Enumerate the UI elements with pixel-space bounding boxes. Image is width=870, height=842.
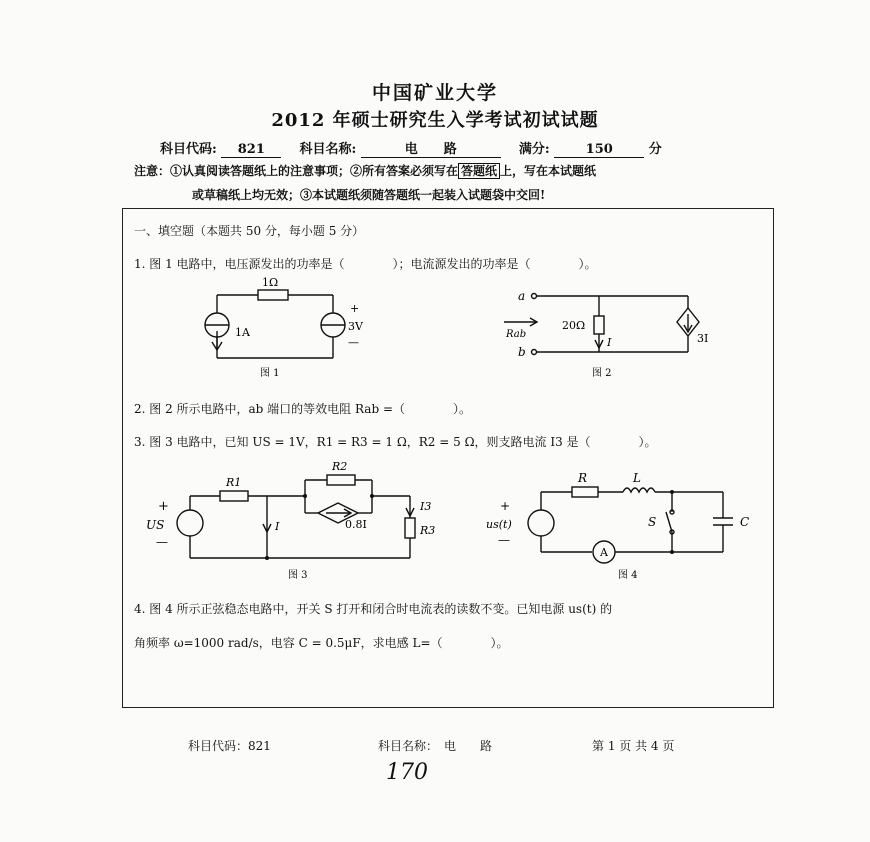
score-label: 满分:: [518, 142, 550, 157]
notice-line-2: 或草稿纸上均无效；③本试题纸须随答题纸一起装入试题袋中交回!: [192, 188, 546, 202]
fig3-r2-label: R2: [332, 460, 348, 473]
notice-text-b: 上，写在本试题纸: [500, 164, 597, 178]
fig4-r-label: R: [578, 471, 588, 485]
fig1-plus: +: [350, 302, 360, 315]
question-1: 1. 图 1 电路中，电压源发出的功率是（ ）；电流源发出的功率是（ ）。: [134, 257, 597, 271]
fig2-node-b: b: [518, 345, 526, 359]
footer-page: 第 1 页 共 4 页: [592, 739, 675, 753]
fig4-ammeter-label: A: [600, 546, 608, 559]
figure-2-circuit: [500, 284, 715, 379]
question-2: 2. 图 2 所示电路中，ab 端口的等效电阻 Rab =（ ）。: [134, 402, 472, 416]
fig4-switch-label: S: [648, 515, 657, 529]
fig4-c-label: C: [740, 515, 750, 529]
code-label: 科目代码:: [160, 142, 217, 157]
fig4-source-label: us(t): [486, 518, 512, 531]
fig3-r1-label: R1: [226, 476, 242, 489]
fig3-dep-source-label: 0.8I: [345, 518, 367, 531]
code-value: 821: [221, 142, 281, 158]
fig1-resistor-label: 1Ω: [262, 276, 279, 289]
exam-title: 2012 年硕士研究生入学考试初试试题: [271, 110, 599, 131]
fig2-node-a: a: [518, 289, 526, 303]
fig2-current-label: I: [607, 336, 612, 349]
fig3-r3-label: R3: [420, 524, 436, 537]
fig1-caption: 图 1: [260, 368, 280, 379]
subject-meta: [160, 138, 662, 158]
university-name: 中国矿业大学: [371, 82, 498, 104]
fig2-dep-source-label: 3I: [697, 332, 709, 345]
notice-prefix: 注意：: [134, 164, 171, 178]
score-unit: 分: [648, 142, 662, 157]
fig1-voltage-label: 3V: [348, 320, 363, 333]
fig2-resistor-label: 20Ω: [562, 319, 586, 332]
score-value: 150: [554, 142, 644, 158]
footer-code: 科目代码：821: [188, 739, 271, 753]
section-title: 一、填空题（本题共 50 分，每小题 5 分）: [134, 224, 365, 238]
question-4-line-1: 4. 图 4 所示正弦稳态电路中，开关 S 打开和闭合时电流表的读数不变。已知电源 us(t) 的: [134, 602, 613, 616]
fig3-plus: +: [158, 499, 169, 514]
fig3-source-label: US: [146, 518, 165, 532]
notice-line-1: [134, 162, 596, 179]
fig4-plus: +: [500, 499, 511, 513]
fig3-minus: —: [156, 535, 168, 549]
fig3-i3-label: I3: [420, 500, 432, 513]
notice-text-a: ①认真阅读答题纸上的注意事项；②所有答案必须写在: [170, 164, 459, 178]
question-3: 3. 图 3 电路中，已知 US = 1V，R1 = R3 = 1 Ω，R2 = 5 Ω，则支路电流 I3 是（ ）。: [134, 435, 657, 449]
fig3-current-label: I: [275, 520, 280, 533]
handwritten-number: 170: [386, 760, 428, 785]
figure-3-circuit: [140, 458, 440, 583]
question-4-line-2: 角频率 ω=1000 rad/s，电容 C = 0.5μF，求电感 L=（ ）。: [134, 636, 509, 650]
fig4-caption: 图 4: [618, 570, 638, 581]
fig4-l-label: L: [633, 471, 641, 485]
name-label: 科目名称:: [299, 142, 357, 157]
fig4-minus: —: [498, 533, 510, 547]
fig2-caption: 图 2: [592, 368, 612, 379]
name-value: 电 路: [361, 138, 501, 158]
fig2-rab-label: Rab: [506, 329, 527, 340]
figure-1-circuit: [190, 276, 363, 381]
notice-boxed-word: 答题纸: [458, 163, 500, 179]
fig3-caption: 图 3: [288, 570, 308, 581]
fig1-current-source-label: 1A: [235, 326, 250, 339]
fig1-minus: —: [348, 336, 359, 349]
figure-4-circuit: [478, 470, 768, 585]
footer-name: 科目名称： 电 路: [378, 739, 493, 753]
